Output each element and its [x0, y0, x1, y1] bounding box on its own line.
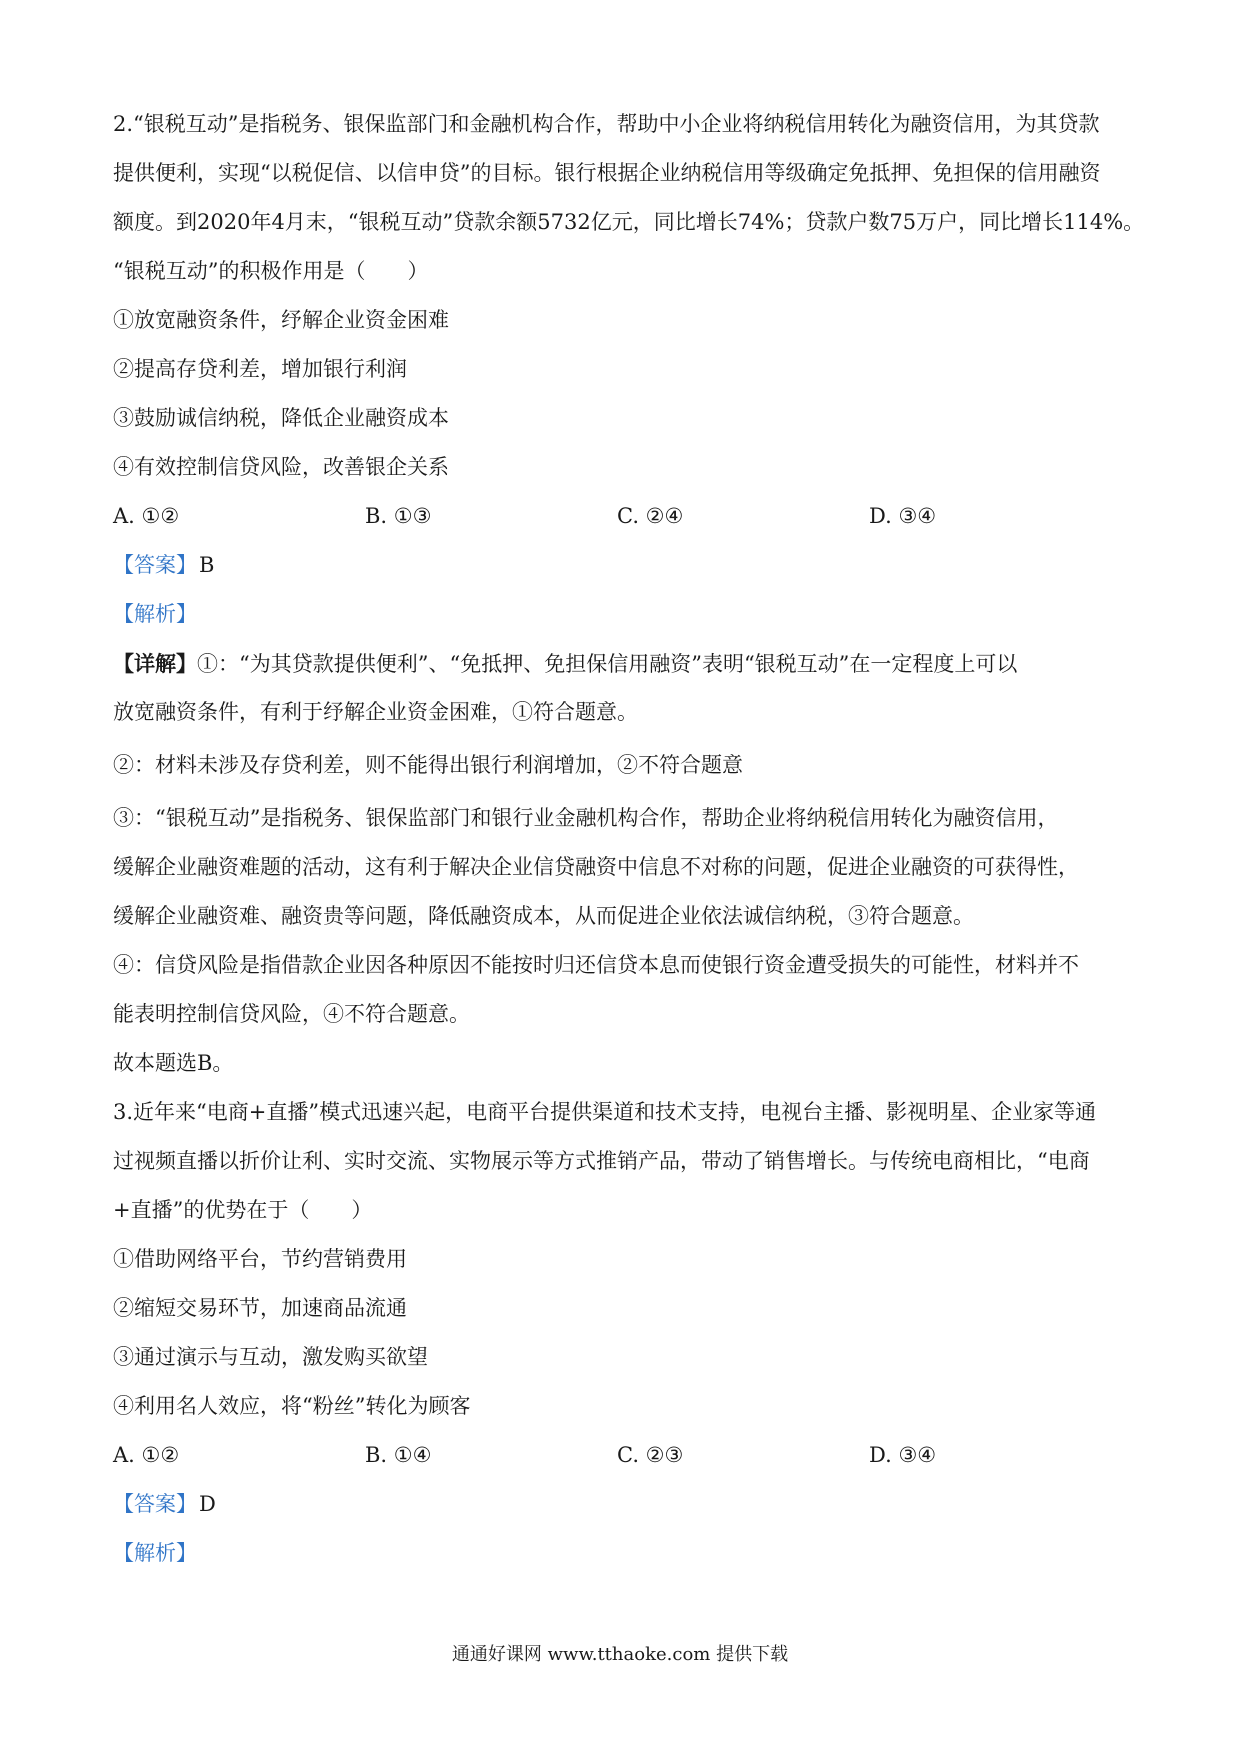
q2-item: ④有效控制信贷风险，改善银企关系: [113, 455, 449, 479]
q2-stem-line: 提供便利，实现“以税促信、以信申贷”的目标。银行根据企业纳税信用等级确定免抵押、免担保的信用融资: [113, 161, 1101, 185]
q2-option-a: A. ①②: [113, 504, 180, 528]
answer-tag: 【答案】: [113, 1492, 197, 1516]
q2-stem-line: “银税互动”的积极作用是（ ）: [113, 259, 429, 283]
q2-analysis: [113, 590, 1128, 639]
q3-analysis: [113, 1529, 1128, 1578]
q3-item: ③通过演示与互动，激发购买欲望: [113, 1345, 428, 1369]
detail-label: 【详解】: [113, 651, 197, 676]
q3-option-a: A. ①②: [113, 1443, 180, 1467]
q2-point-2: ②：材料未涉及存贷利差，则不能得出银行利润增加，②不符合题意: [113, 753, 743, 777]
q2-conclusion: 故本题选B。: [113, 1051, 234, 1075]
q2-item: ①放宽融资条件，纾解企业资金困难: [113, 308, 449, 332]
q2-point-3: 缓解企业融资难、融资贵等问题，降低融资成本，从而促进企业依法诚信纳税，③符合题意。: [113, 904, 974, 928]
q2-options: [113, 492, 1128, 541]
q3-stem-line: 3.近年来“电商+直播”模式迅速兴起，电商平台提供渠道和技术支持，电视台主播、影视明星、企业家等通: [113, 1100, 1097, 1124]
q2-detail-line: [113, 639, 1128, 688]
q3-stem-line: 过视频直播以折价让利、实时交流、实物展示等方式推销产品，带动了销售增长。与传统电商相比，“电商: [113, 1149, 1090, 1173]
page-content: [113, 100, 1145, 1578]
q2-point-4: ④：信贷风险是指借款企业因各种原因不能按时归还信贷本息而使银行资金遭受损失的可能性，材料并不: [113, 953, 1079, 977]
q2-item: ②提高存贷利差，增加银行利润: [113, 357, 407, 381]
analysis-tag: 【解析】: [113, 602, 197, 626]
q2-detail-line: 放宽融资条件，有利于纾解企业资金困难，①符合题意。: [113, 700, 638, 724]
q3-item: ④利用名人效应，将“粉丝”转化为顾客: [113, 1394, 471, 1418]
q2-point-3: 缓解企业融资难题的活动，这有利于解决企业信贷融资中信息不对称的问题，促进企业融资的可获得性，: [113, 855, 1079, 879]
q3-option-d: D. ③④: [869, 1443, 937, 1467]
q2-point-3: ③：“银税互动”是指税务、银保监部门和银行业金融机构合作，帮助企业将纳税信用转化为融资信用，: [113, 806, 1059, 830]
q3-answer: [113, 1480, 1128, 1529]
page-footer: 通通好课网 www.tthaoke.com 提供下载: [451, 1644, 789, 1665]
answer-value: B: [199, 553, 215, 577]
q2-point-4: 能表明控制信贷风险，④不符合题意。: [113, 1002, 470, 1026]
answer-tag: 【答案】: [113, 553, 197, 577]
q2-stem-line: 额度。到2020年4月末，“银税互动”贷款余额5732亿元，同比增长74%；贷款户数75万户，同比增长114%。: [113, 210, 1145, 234]
detail-text: ①：“为其贷款提供便利”、“免抵押、免担保信用融资”表明“银税互动”在一定程度上可以: [197, 652, 1018, 676]
q2-option-d: D. ③④: [869, 504, 937, 528]
q2-item: ③鼓励诚信纳税，降低企业融资成本: [113, 406, 449, 430]
q3-item: ②缩短交易环节，加速商品流通: [113, 1296, 407, 1320]
q2-stem-line: 2.“银税互动”是指税务、银保监部门和金融机构合作，帮助中小企业将纳税信用转化为融资信用，为其贷款: [113, 112, 1100, 136]
q3-option-b: B. ①④: [365, 1443, 432, 1467]
q2-option-c: C. ②④: [617, 504, 684, 528]
q2-option-b: B. ①③: [365, 504, 432, 528]
q2-answer: [113, 541, 1128, 590]
analysis-tag: 【解析】: [113, 1541, 197, 1565]
q3-options: [113, 1431, 1128, 1480]
q3-option-c: C. ②③: [617, 1443, 684, 1467]
q3-item: ①借助网络平台，节约营销费用: [113, 1247, 407, 1271]
answer-value: D: [199, 1492, 216, 1516]
q3-stem-line: +直播”的优势在于（ ）: [113, 1198, 373, 1222]
